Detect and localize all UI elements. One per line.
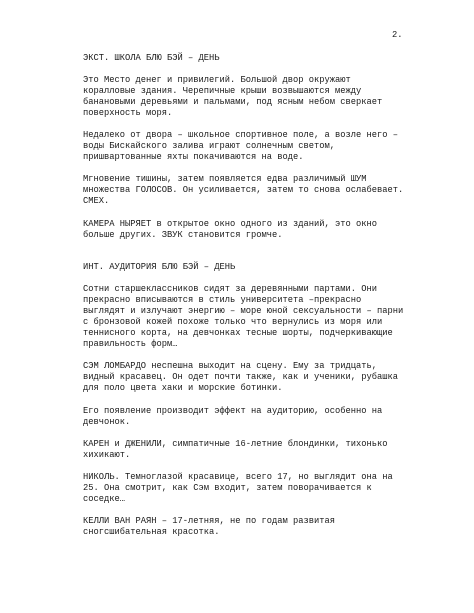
- action-paragraph-sam-lombardo: СЭМ ЛОМБАРДО неспешна выходит на сцену. Ему за тридцать, видный красавец. Он одет почти также, как и ученики, рубашка для поло цвета хаки и морские ботинки.: [83, 361, 399, 393]
- scene-heading-exterior-school: ЭКСТ. ШКОЛА БЛЮ БЭЙ – ДЕНЬ: [83, 53, 220, 63]
- action-paragraph-nicole: НИКОЛЬ. Темноглазой красавице, всего 17, но выглядит она на 25. Она смотрит, как Сэм входит, затем поворачивается к соседке…: [83, 472, 393, 504]
- action-paragraph-hundreds-of-students: Сотни старшеклассников сидят за деревянными партами. Они прекрасно вписываются в стиль университета –прекрасно выглядят и излучают энергию – море юной сексуальности – парни с бронзовой кожей похоже только что вернулись из моря или теннисного корта, на девчонках тесные шорты, подчеркивающие правильность форм…: [83, 284, 404, 349]
- action-paragraph-his-appearance: Его появление производит эффект на аудиторию, особенно на девчонок.: [83, 406, 383, 427]
- scene-heading-interior-auditorium: ИНТ. АУДИТОРИЯ БЛЮ БЭЙ – ДЕНЬ: [83, 262, 236, 272]
- action-paragraph-kelly-van-ryan: КЕЛЛИ ВАН РАЯН – 17-летняя, не по годам развитая сногсшибательная красотка.: [83, 516, 336, 537]
- action-paragraph-karen-and-jenily: КАРЕН и ДЖЕНИЛИ, симпатичные 16-летние блондинки, тихонько хихикают.: [83, 439, 388, 460]
- action-paragraph-sports-field: Недалеко от двора – школьное спортивное поле, а возле него – воды Бискайского залива играют солнечным светом, пришвартованные яхты покачиваются на воде.: [83, 130, 399, 162]
- action-paragraph-place-of-money: Это Место денег и привилегий. Большой двор окружают коралловые здания. Черепичные крыши возвышаются между банановыми деревьями и пальмами, под ясным небом сверкает поверхность моря.: [83, 75, 383, 118]
- page-number: 2.: [392, 30, 403, 40]
- action-paragraph-noise-of-voices: Мгновение тишины, затем появляется едва различимый ШУМ множества ГОЛОСОВ. Он усиливается, затем то снова ослабевает. СМЕХ.: [83, 174, 404, 206]
- action-paragraph-camera-dives: КАМЕРА НЫРЯЕТ в открытое окно одного из зданий, это окно больше других. ЗВУК становится громче.: [83, 219, 378, 240]
